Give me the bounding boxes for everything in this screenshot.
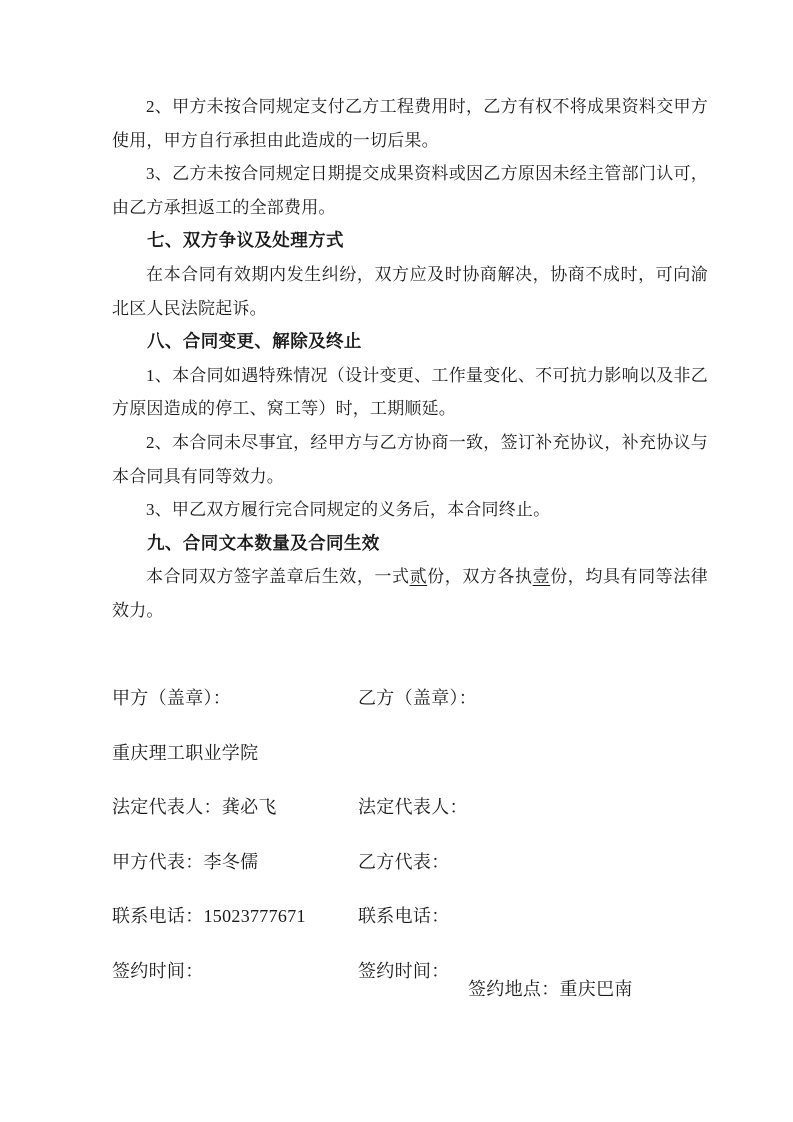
signature-row-seal [112,687,708,742]
party-b-representative: 乙方代表： [358,851,450,872]
signature-block [112,687,708,1014]
party-b-seal-label: 乙方（盖章）： [358,688,478,708]
section-8-heading: 八、合同变更、解除及终止 [147,331,362,352]
section-8-item-3: 3、甲乙双方履行完合同规定的义务后，本合同终止。 [146,500,551,520]
signature-row-legal-rep [112,796,708,851]
party-b-sign-date: 签约时间： [358,960,450,981]
section-7-heading: 七、双方争议及处理方式 [147,230,344,251]
effect-clause-segment: 本合同双方签字盖章后生效，一式 [146,567,410,587]
effect-clause-segment: 份，均具有同等法律效力。 [112,567,709,620]
copies-each-underlined: 壹 [532,567,551,587]
signing-location: 签约地点：重庆巴南 [468,979,633,999]
party-a-representative: 甲方代表：李冬儒 [112,851,259,872]
party-a-phone: 联系电话：15023777671 [112,906,306,926]
copies-count-underlined: 贰 [409,567,428,587]
section-8-item-2: 2、本合同未尽事宜，经甲方与乙方协商一致，签订补充协议，补充协议与本合同具有同等效力。 [112,432,708,486]
signature-row-company [112,742,708,797]
section-9-heading: 九、合同文本数量及合同生效 [147,532,380,553]
section-7-clause: 在本合同有效期内发生纠纷，双方应及时协商解决，协商不成时，可向渝北区人民法院起诉。 [112,264,708,318]
effect-clause [112,560,708,627]
clause-6-item-2: 2、甲方未按合同规定支付乙方工程费用时，乙方有权不将成果资料交甲方使用，甲方自行承担由此造成的一切后果。 [112,97,708,150]
contract-body [112,90,708,628]
party-a-company-name: 重庆理工职业学院 [112,742,259,763]
signature-row-phone [112,905,708,960]
party-a-sign-date: 签约时间： [112,960,204,981]
party-a-seal-label: 甲方（盖章）： [112,688,232,708]
party-a-legal-rep: 法定代表人：龚必飞 [112,797,277,817]
party-b-phone: 联系电话： [358,906,450,926]
party-b-legal-rep: 法定代表人： [358,797,468,817]
section-8-item-1: 1、本合同如遇特殊情况（设计变更、工作量变化、不可抗力影响以及非乙方原因造成的停工、窝工等）时，工期顺延。 [112,365,708,419]
signature-row-representative [112,851,708,906]
effect-clause-segment: 份，双方各执 [427,567,533,587]
clause-6-item-3: 3、乙方未按合同规定日期提交成果资料或因乙方原因未经主管部门认可，由乙方承担返工的全部费用。 [112,164,708,217]
